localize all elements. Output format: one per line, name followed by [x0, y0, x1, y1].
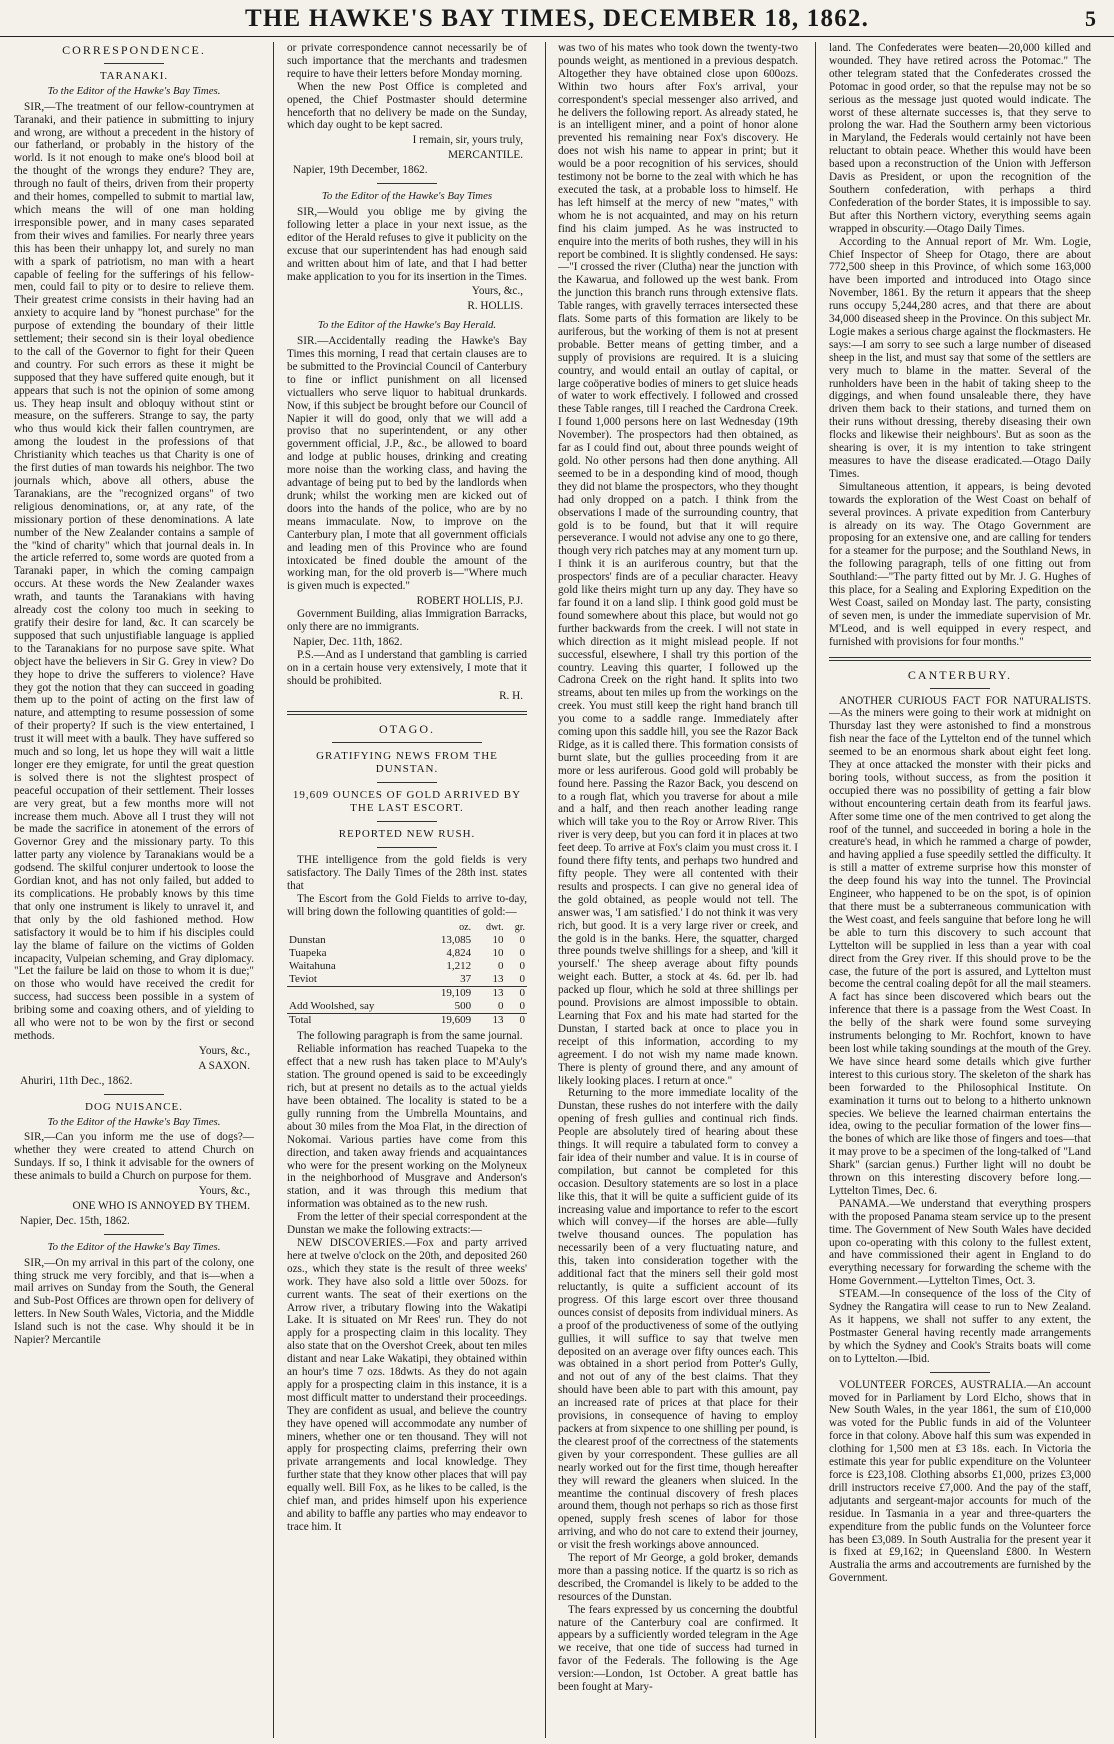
column-4: [829, 42, 1091, 1738]
headline-gratifying-news: GRATIFYING NEWS FROM THE DUNSTAN.: [316, 750, 498, 776]
gold-gr: 0: [519, 1000, 525, 1013]
article-paragraph: The following paragraph is from the same journal.: [297, 1030, 523, 1043]
article-paragraph: The report of Mr George, a gold broker, demands more than a passing notice. If the quartz is so rich as described, the Cromandel is likely to be added to the resources of the Dunstan.: [558, 1552, 798, 1603]
letter-dateline: Napier, Dec. 15th, 1862.: [20, 1214, 130, 1227]
column-rule: [273, 42, 274, 1738]
letter-closing: Yours, &c.,: [198, 1185, 250, 1198]
column-3: [558, 42, 798, 1738]
article-paragraph: VOLUNTEER FORCES, AUSTRALIA.—An account moved for in Parliament by Lord Elcho, shows that in New South Wales, in the year 1861, the sum of £10,000 was voted for the Public funds in aid of the Volunteer force in that colony. Above half this sum was expended in clothing for 1,500 men at £3 18s. each. In Victoria the estimate this year for public expenditure on the Volunteer force is £23,108. Clothing absorbs £1,000, prizes £3,000 drill instructors receive £7,000. And the pay of the staff, adjutants and sergeant-major accounts for much of the residue. In Tasmania in a year and three-quarters the expenditure from the public funds on the Volunteer force has been £3,089. In South Australia for the present year it is fixed at £9,162; in Queensland £800. In Western Australia the arms and accoutrements are furnished by the Government.: [829, 1378, 1091, 1585]
letter-paragraph: or private correspondence cannot necessarily be of such importance that the merchants and tradesmen require to have their letters before Monday morning.: [287, 42, 527, 80]
gold-gr: 0: [519, 960, 525, 973]
letter-signature: A SAXON.: [198, 1059, 250, 1072]
letter-signature: ROBERT HOLLIS, P.J.: [416, 595, 523, 608]
divider: [377, 821, 437, 822]
letter-paragraph: When the new Post Office is completed and opened, the Chief Postmaster should determine henceforth that no delivery be made on the Sunday, which day ought to be kept sacred.: [287, 80, 527, 132]
column-rule: [815, 42, 816, 1738]
article-paragraph: Reliable information has reached Tuapeka to the effect that a new rush has taken place to M'Auly's station. The ground opened is said to be exceedingly rich, but at present no details as to the actual yields have been obtained. The locality is stated to be a gully running from the Umbrella Mountains, and about 30 miles from the Moa Flat, in the direction of Nokomai. Various parties have come from this direction, and taken away friends and acquaintances who were for the present working on the Molyneux in the neighborhood of Musgrave and Anderson's station, and it was through this medium that information was obtained as to the new rush.: [287, 1043, 527, 1211]
gold-escort-table: [287, 921, 527, 1027]
gold-place: Total: [287, 1014, 422, 1028]
table-header-row: [287, 921, 527, 934]
gold-gr: 0: [519, 947, 525, 960]
divider: [377, 183, 437, 184]
to-editor-line: To the Editor of the Hawke's Bay Herald.: [317, 319, 497, 332]
table-row: [287, 947, 527, 960]
letter-signature: MERCANTILE.: [448, 149, 523, 162]
article-paragraph: The fears expressed by us concerning the doubtful nature of the Canterbury coal are confirmed. It appears by a sufficiently worded telegram in the Age we receive, that one tide of success had turned in favor of the Federals. The following is the Age version:—London, 1st October. A great battle has been fought at Mary-: [558, 1603, 798, 1694]
letter-dateline: Napier, Dec. 11th, 1862.: [293, 635, 403, 648]
gold-oz: 4,824: [446, 947, 472, 960]
gold-gr: 0: [519, 973, 525, 986]
section-heading-canterbury: CANTERBURY.: [907, 667, 1013, 682]
to-editor-line: To the Editor of the Hawke's Bay Times.: [47, 1240, 221, 1253]
divider: [930, 688, 990, 689]
gold-oz: 19,109: [422, 987, 474, 1001]
letter-signature: R. HOLLIS.: [467, 300, 523, 313]
divider: [377, 847, 437, 848]
to-editor-line: To the Editor of the Hawke's Bay Times.: [47, 84, 221, 97]
table-row: [287, 1000, 527, 1014]
table-row: [287, 973, 527, 987]
article-paragraph: THE intelligence from the gold fields is very satisfactory. The Daily Times of the 28th inst. states that: [287, 853, 527, 892]
gold-place: Tuapeka: [289, 947, 327, 960]
gold-place: Add Woolshed, say: [289, 1000, 375, 1013]
letter-dateline: Ahuriri, 11th Dec., 1862.: [20, 1074, 133, 1087]
gold-oz: 37: [460, 973, 472, 986]
gold-dwt: 10: [492, 947, 504, 960]
gold-dwt: 10: [492, 934, 504, 947]
gold-place: Dunstan: [289, 934, 326, 947]
to-editor-line: To the Editor of the Hawke's Bay Times: [321, 190, 493, 203]
article-paragraph: STEAM.—In consequence of the loss of the City of Sydney the Rangatira will cease to run to New Zealand. As it happens, we shall not suffer to any extent, the Postmaster General having recently made arrangements by which the Sydney and Cook's Straits boats will come on to Lyttelton.—Ibid.: [829, 1288, 1091, 1365]
section-divider: [829, 657, 1091, 661]
divider: [104, 1094, 164, 1095]
divider: [930, 1372, 990, 1373]
column-rule: [545, 42, 546, 1738]
letter-postscript: P.S.—And as I understand that gambling is carried on in a certain house very extensively, I mote that it should be prohibited.: [287, 648, 527, 687]
to-editor-line: To the Editor of the Hawke's Bay Times.: [47, 1115, 221, 1128]
letter-paragraph: SIR,—Would you oblige me by giving the following letter a place in your next issue, as the editor of the Herald refuses to give it publicity on the excuse that our superintendent has had enough said and written about him of late, and that I had better make application to you for its insertion in the Times.: [287, 205, 527, 283]
headline-new-rush: REPORTED NEW RUSH.: [338, 828, 476, 841]
gold-dwt: 13: [473, 1014, 505, 1028]
divider: [332, 742, 482, 743]
article-heading-dog-nuisance: DOG NUISANCE.: [85, 1100, 183, 1113]
newspaper-title: THE HAWKE'S BAY TIMES, DECEMBER 18, 1862.: [244, 5, 870, 32]
letter-closing: Yours, &c.,: [471, 285, 523, 298]
table-row: [287, 934, 527, 947]
gold-oz: 19,609: [422, 1014, 474, 1028]
divider: [104, 1234, 164, 1235]
article-paragraph: was two of his mates who took down the twenty-two pounds weight, as mentioned in a previous despatch. Altogether they have obtained close upon 600ozs. Within two hours after Fox's arrival, your correspondent's special messenger also arrived, and he delivers the following report. As already stated, he is an intelligent miner, and a point of honor alone prevented his remaining near Fox's discovery. He does not wish his name to appear in print; but it would be a poor recognition of his services, should testimony not be borne to the zeal with which he has executed the task, at a probable loss to himself. He has left himself at the mercy of new "mates," with whom he is not acquainted, and may on his return find his claim jumped. As he was instructed to enquire into the merits of both rushes, they will in his report be combined. It is slightly condensed. He says:—"I crossed the river (Clutha) near the junction with the Kawarua, and followed up the west bank. From the junction this branch runs through extensive flats. Table ranges, with gravelly terraces intersected these flats. Some parts of this formation are likely to be auriferous, but the working of them is not at present probable. Better means of getting timber, and a supply of provisions are required. It is a sluicing country, and would entail an outlay of capital, or large coöperative bodies of miners to get sluice heads of water to work effectively. I followed and crossed these Table ranges, till I reached the Cardrona Creek. I found 1,000 persons here on last Wednesday (19th November). The prospectors had then obtained, as far as I could find out, about three pounds weight of gold. No other persons had then done anything. All seemed to be in a desponding kind of mood, though they did not blame the prospectors, who they thought had only dropped on a patch. I think from the observations I made of the surrounding country, that gold is to be found, but that it will require perseverance. I would not advise any one to go there, though very rich patches may at any moment turn up. I think it is an auriferous country, but that the prospectors' finds are of a peculiar character. Heavy gold like theirs might turn up any day. They have so far found it on a land slip. I think good gold must be found somewhere about this place, but would not go further backwards from the creek. I will not state in which direction as it might mislead people. If not successful, elsewhere, I shall try this portion of the country. Leaving this quarter, I followed up the Cadrona Creek on the right hand. It splits into two streams, about ten miles up from the workings on the creek. You must still keep the right hand branch till you come to a saddle range. Immediately after coming upon this saddle hill, you see the Razor Back Ridge, as it is called there. This formation consists of burnt slate, but the gullies proceeding from it are more or less auriferous. Good gold will probably be found here. Passing the Razor Back, you descend on to a rough flat, which you traverse for about a mile and a half, and then reach another leading range which will take you to the Roy or Arrow River. This river is very deep, but you can ford it in places at two feet deep. To arrive at Fox's claim you must cross it. I found there fifty tents, and perhaps two hundred and fifty people. They were all contented with their results and prospects. I can give no general idea of the gold obtained, as people would not tell. The answer was, 'I am satisfied.' I do not think it was very rich, but good. It is a very large river or creek, and the gold is in the banks. Here, the squatter, charged three pounds twelve shillings for a sheep, and 'kill it yourself.' The sheep average about fifty pounds weight each. Butter, a stock at 4s. 6d. per lb. had packed up flour, which he sold at three shillings per pound. Provisions are almost impossible to obtain. Learning that Fox and his mate had started for the Dunstan, I started back at once to place you in receipt of this information, according to my agreement. I do not wish my name made known. There is plenty of ground there, and any amount of likely looking places. I return at once.": [558, 42, 798, 1087]
article-paragraph: Simultaneous attention, it appears, is being devoted towards the exploration of the West Coast on behalf of several provinces. A private expedition from Canterbury is already on its way. The Otago Government are proposing for an extensive one, and are calling for tenders for a steamer for the purpose; and the Southland News, in the following paragraph, tells of one fitting out from Southland:—"The party fitted out by Mr. J. G. Hughes of this place, for a Sealing and Exploring Expedition on the West Coast, sailed on Monday last. The party, consisting of seven men, is under the immediate supervision of Mr. M'Leod, and is well equipped in every respect, and furnished with provisions for four months.": [829, 480, 1091, 648]
article-paragraph: The Escort from the Gold Fields to arrive to-day, will bring down the following quantities of gold:—: [287, 892, 527, 918]
subtotal-row: [287, 987, 527, 1001]
column-header: dwt.: [485, 922, 504, 934]
letter-closing: I remain, sir, yours truly,: [412, 134, 523, 147]
postscript-initials: R. H.: [499, 689, 523, 702]
column-1: [14, 42, 254, 1738]
article-paragraph: ANOTHER CURIOUS FACT FOR NATURALISTS.—As the miners were going to their work at midnight on Thursday last they were astonished to find a monstrous fish near the face of the Lyttelton end of the tunnel which seemed to be an enormous shark about eight feet long. They at once attacked the monster with their picks and boring tools, without success, as from the position it occupied there was no possibility of getting a fair blow without encountering certain death from its fearful jaws. After some time one of the men contrived to get along the roof of the tunnel, and succeeded in boring a hole in the creature's head, in which he rammed a charge of powder, and having applied a fuse speedily settled the difficulty. It is still a matter of extreme surprise how this monster of the deep found his way into the tunnel. The Provincial Engineer, who happened to be on the spot, is of opinion that there must be a subterraneous communication with the West coast, and feels sanguine that before long he will be able to turn this discovery to such account that Lyttelton will be supplied in less than a year with coal direct from the Grey river. If this should prove to be the case, the future of the port is assured, and Lyttelton must become the central coaling depôt for all the mail steamers. A fact has since been discovered which bears out the inference that there is a passage from the West Coast. In the belly of the shark were found some surveying instruments belonging to Mr. Rochfort, known to have been lost while taking soundings at the mouth of the Grey. We have since heard some details which give further interest to this curious story. The skeleton of the shark has been forwarded to the Philosophical Institute. On examination it turns out to belong to a hitherto unknown species. We believe the learned chairman entertains the idea, owing to the peculiar formation of the lower fins—the bones of which are like those of fingers and toes—that it may prove to be a specimen of the long-talked of "Land Shark" (sarcian genus.) Further light will no doubt be thrown on this interesting discovery before long.—Lyttelton Times, Dec. 6.: [829, 694, 1091, 1197]
letter-dateline: Napier, 19th December, 1862.: [293, 164, 428, 177]
total-row: [287, 1014, 527, 1028]
column-2: [287, 42, 527, 1738]
letter-paragraph: SIR,—Can you inform me the use of dogs?—whether they were created to attend Church on Sundays. If so, I think it advisable for the owners of these animals to build a Church on purpose for them.: [14, 1131, 254, 1183]
divider: [377, 782, 437, 783]
gold-oz: 13,085: [440, 934, 472, 947]
column-header: gr.: [514, 922, 525, 934]
gold-oz: 500: [454, 1000, 472, 1013]
divider: [104, 63, 164, 64]
letter-closing: Yours, &c.,: [198, 1044, 250, 1057]
column-header: oz.: [459, 922, 472, 934]
article-paragraph: NEW DISCOVERIES.—Fox and party arrived here at twelve o'clock on the 20th, and deposited 260 ozs., which they state is the result of three weeks' work. They have also sold a little over 50ozs. for current wants. The seat of their exertions on the Arrow river, a tributary flowing into the Wakatipi Lake. It is situated on Mr Rees' run. They do not apply for a prospecting claim in this locality. They also state that on the Overshot Creek, about ten miles distant and near Lake Wakatipi, they obtained within an hour's time 7 ozs. 18dwts. As they do not again apply for a prospecting claim in this instance, it is a most difficult matter to understand their proceedings. They are confident as usual, and believe the country they have opened will accommodate any number of miners, whether one or ten thousand. They will not apply for prospecting claims, preferring their own private arrangements and local knowledge. They further state that they know other places that will pay equally well. Bill Fox, as he likes to be called, is the chief man, and prides himself upon his experience and ability to baffle any parties who may endeavor to trace him. It: [287, 1236, 527, 1533]
page-number: 5: [1085, 6, 1096, 31]
gold-dwt: 0: [497, 1000, 504, 1013]
gold-dwt: 0: [497, 960, 504, 973]
article-heading-taranaki: TARANAKI.: [99, 69, 169, 82]
gold-gr: 0: [519, 934, 525, 947]
gold-place: Teviot: [289, 973, 317, 986]
masthead: [0, 0, 1114, 37]
letter-paragraph: SIR,—On my arrival in this part of the colony, one thing struck me very forcibly, and that is—when a mail arrives on Sunday from the South, the General and Sub-Post Offices are thrown open for delivery of letters. In New South Wales, Victoria, and the Middle Island such is not the case. Why should it be in Napier? Mercantile: [14, 1256, 254, 1347]
gold-oz: 1,212: [446, 960, 472, 973]
section-divider: [287, 711, 527, 715]
article-paragraph: From the letter of their special correspondent at the Dunstan we make the following extracts:—: [287, 1211, 527, 1237]
article-paragraph: According to the Annual report of Mr. Wm. Logie, Chief Inspector of Sheep for Otago, there are about 772,500 sheep in this Province, of which some 163,000 have been imported and introduced into Otago since November, 1861. By the return it appears that the sheep runs occupy 5,244,280 acres, and that there are about 34,000 diseased sheep in the Province. On this subject Mr. Logie makes a serious charge against the flockmasters. He says:—I am sorry to see such a large number of diseased sheep in the list, and must say that some of the settlers are very much to blame in the matter. Several of the runholders have been in the habit of taking sheep to the diggings, and when found unsaleable there, they have driven them back to their stations, and turned them on their runs without dressing, thereby diseasing their own flocks and likewise their neighbours'. But as soon as the shearing is over, it is my intention to take stringent measures to have the disease eradicated.—Otago Daily Times.: [829, 235, 1091, 480]
section-heading-correspondence: CORRESPONDENCE.: [62, 43, 206, 57]
letter-signature: ONE WHO IS ANNOYED BY THEM.: [72, 1199, 250, 1212]
headline-gold-escort: 19,609 OUNCES OF GOLD ARRIVED BY THE LAST ESCORT.: [292, 789, 522, 815]
letter-address: Government Building, alias Immigration Barracks, only there are no immigrants.: [287, 608, 527, 634]
gold-dwt: 13: [492, 973, 504, 986]
gold-gr: 0: [505, 987, 527, 1001]
article-paragraph: land. The Confederates were beaten—20,000 killed and wounded. They have retired across the Potomac." The other telegram stated that the Confederates crossed the Potomac in good order, so that the repulse may not be so serious as the message just quoted would indicate. The worst of these alternate successes is, that they serve to prolong the war. Had the Southern army been victorious in Maryland, the Federals would certainly not have been reluctant to obtain peace. Whether this would have been based upon a reconstruction of the Union with Jefferson Davis as President, or upon the recognition of the Southern confederation, with perhaps a third Confederation of the border States, it is impossible to say. But after this Northern victory, everything seems again wrapped in obscurity.—Otago Daily Times.: [829, 42, 1091, 235]
letter-paragraph: SIR.—Accidentally reading the Hawke's Bay Times this morning, I read that certain clauses are to be submitted to the Provincial Council of Canterbury to fine or inflict punishment on all licensed victuallers who serve liquor to habitual drunkards. Now, if this subject be brought before our Council of Napier it will do good, only that we will add a proviso that no superintendent, or any other government official, J.P., &c., be allowed to board and lodge at public houses, drinking and creating more noise than the working class, and having the advantage of being put to bed by the landlords when drunk; whilst the working men are kicked out of doors into the hands of the police, who are by no means immaculate. Now, to improve on the Canterbury plan, I mote that all government officials and leading men of this Province who are found intoxicated be fined double the amount of the working man, for the old proverb is—"Where much is given much is expected.": [287, 335, 527, 593]
article-paragraph: PANAMA.—We understand that everything prospers with the proposed Panama steam service up to the present time. The Government of New South Wales have decided upon co-operating with this colony to the fullest extent, and have commissioned their agent in England to do everything necessary for forwarding the scheme with the Home Government.—Lyttelton Times, Oct. 3.: [829, 1197, 1091, 1288]
section-heading-otago: OTAGO.: [378, 721, 436, 736]
gold-place: Waitahuna: [289, 960, 336, 973]
table-row: [287, 960, 527, 973]
gold-dwt: 13: [473, 987, 505, 1001]
letter-paragraph: SIR,—The treatment of our fellow-countrymen at Taranaki, and their patience in submitting to injury and wrong, are without a precedent in the history of our fatherland, or probably in the history of the world. Is it not enough to make one's blood boil at the thought of the wrongs they endure? They are, through no fault of theirs, driven from their property and their homes, compelled to submit to martial law, which means the will of one man holding irresponsible power, and in many cases separated from their wives and families. For nearly three years this has been their unhappy lot, and surely no man with a spark of patriotism, no man with a heart capable of feeling for the sufferings of his fellow-men, could fail to pity or to desire to relieve them. Their greatest crime consists in their having had an anxiety to acquire land by "honest purchase" for the purpose of extending the boundary of their little settlement; their second sin is their loyal obedience to the call of the Governor to fight for their Queen and country. For such errors as these it might be supposed that they have suffered quite enough, but it appears that such is not the opinion of some among us. They heap insult and obloquy without stint or measure, on the sufferers. Strange to say, the party who thus would kick their fallen countrymen, are among the loudest in the professions of that Christianity which teaches us that Charity is one of the first duties of man towards his neighbor. The two journals which, above all others, abuse the Taranakians, are the "recognized organs" of two religious denominations, or, at any rate, of the missionary portion of these denominations. A late number of the New Zealander contains a sample of the "kind of charity" which that journal deals in. In the article referred to, some words are quoted from a Taranaki paper, in which the coming campaign occurs. At these words the New Zealander waxes wrath, and taunts the Taranakians with having already cost the colony too much in seeking to gratify their desire for land, &c. It can scarcely be supposed that such unjustifiable language is applied to the Taranakians for no purpose save spite. What object have the believers in Sir G. Grey in view? Do they hope to drive the sufferers to violence? Have they got the notion that they can succeed in goading them up to the point of acting on the first law of nature, and attempting to resume possession of some of their property? If such is the view entertained, I trust it will meet with a baulk. They have suffered so much and so long, let us hope they will wait a little longer ere they emigrate, for until the great question is solved there is not the slightest prospect of peaceful occupation of their settlement. Their losses are very great, but a few months more will not increase them much. Above all I trust they will not be made the sacrifice in atonement of the errors of Governor Grey and the missionary party. To this latter party any violence by Taranakians would be a godsend. The skilful conjurer undertook to loose the Gordian knot, and has not only failed, but added to its complications. He probably knows by this time that only one instrument is likely to unravel it, and that only by the old fashioned method. How satisfactory it would be to him if his disciples could lay the blame of failure on the victims of Golden incapacity, Vulpeian scheming, and Gray diplomacy. "Let the failure be laid on those to whom it is due;" on those who would have received the credit for success, had success been possible in a system of bribing some and coaxing others, and of yielding to all who were not to be won by the first or second methods.: [14, 100, 254, 1042]
article-paragraph: Returning to the more immediate locality of the Dunstan, these rushes do not interfere with the daily opening of fresh gullies and continual rich finds. People are absolutely tired of hearing about these things. It will require a tabulated form to convey a fair idea of their number and value. It is in course of compilation, but cannot be completed for this occasion. Desultory statements are so lost in a place like this, that it will be quite a sufficient guide of its increasing value and importance to refer to the escort which will convey—if the horses are able—fully twelve thousand ounces. The population has necessarily been of a very fluctuating nature, and this, taken into consideration together with the additional fact that the miners sell their gold most reluctantly, is quite a sufficient account of its progress. Of this large escort over three thousand ounces consist of deposits from individual miners. As a proof of the productiveness of some of the outlying gullies, it will suffice to say that twelve men deposited on an average over fifty ounces each. This was obtained in a short period from Potter's Gully, and not out of any of the best claims. That they should have been able to part with this amount, pay an increased rate of prices at that place for their provisions, in consequence of having to employ packers at from sixpence to one shilling per pound, is the clearest proof of the correctness of the statements given by your correspondent. These gullies are all nearly worked out for the first time, though hereafter they will reward the gleaners when sluiced. In the meantime the continual discovery of fresh places around them, though not perhaps so rich as those first opened, supply fresh scenes of labor for those arriving, and who do not care to extend their journey, or visit the fresh workings above announced.: [558, 1087, 798, 1552]
gold-gr: 0: [505, 1014, 527, 1028]
